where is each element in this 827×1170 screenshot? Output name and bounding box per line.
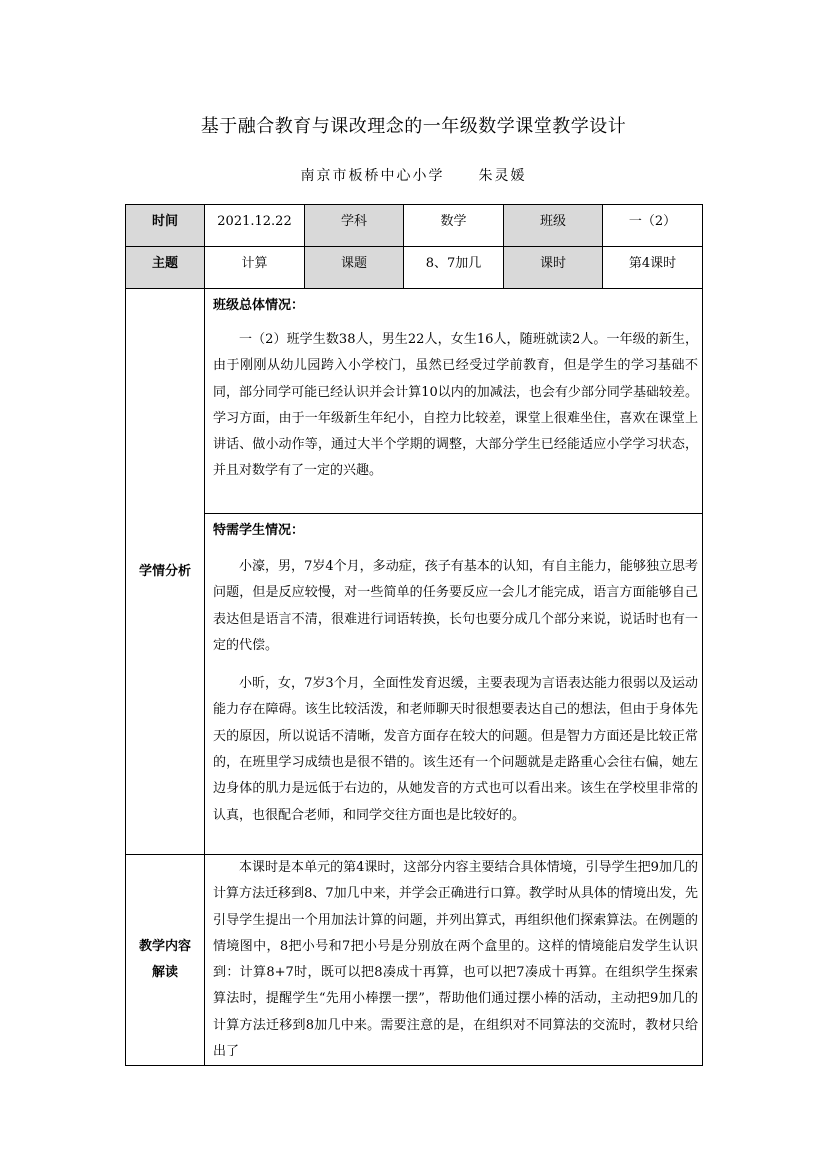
analysis-label: 学情分析	[126, 289, 205, 855]
class-value: 一（2）	[603, 205, 703, 247]
table-row-overall	[126, 289, 703, 514]
content-text: 本课时是本单元的第4课时，这部分内容主要结合具体情境，引导学生把9加几的计算方法迁移到8、7加几中来，并学会正确进行口算。教学时从具体的情境出发，先引导学生提出一个用加法计算的问题，并列出算式，再组织他们探索算法。在例题的情境图中，8把小号和7把小号是分别放在两个盒里的。这样的情境能启发学生认识到：计算8+7时，既可以把8凑成十再算，也可以把7凑成十再算。在组织学生探索算法时，提醒学生“先用小棒摆一摆”，帮助他们通过摆小棒的活动，主动把9加几的计算方法迁移到8加几中来。需要注意的是，在组织对不同算法的交流时，教材只给出了	[213, 860, 698, 1060]
special-heading: 特需学生情况：	[213, 523, 305, 538]
overall-text: 一（2）班学生数38人，男生22人，女生16人，随班就读2人。一年级的新生，由于刚刚从幼儿园跨入小学校门，虽然已经受过学前教育，但是学生的学习基础不同，部分同学可能已经认识并会计算10以内的加减法，也会有少部分同学基础较差。学习方面，由于一年级新生年纪小，自控力比较差，课堂上很难坐住，喜欢在课堂上讲话、做小动作等，通过大半个学期的调整，大部分学生已经能适应小学学习状态，并且对数学有了一定的兴趣。	[213, 332, 698, 479]
lesson-value: 8、7加几	[404, 247, 504, 289]
table-row-special	[126, 514, 703, 855]
period-value: 第4课时	[603, 247, 703, 289]
subject-value: 数学	[404, 205, 504, 247]
table-row-info-1	[126, 205, 703, 247]
document-title: 基于融合教育与课改理念的一年级数学课堂教学设计	[200, 116, 627, 137]
table-row-info-2	[126, 247, 703, 289]
special-text-2: 小昕，女，7岁3个月，全面性发育迟缓，主要表现为言语表达能力很弱以及运动能力存在障碍。该生比较活泼，和老师聊天时很想要表达自己的想法，但由于身体先天的原因，所以说话不清晰，发音方面存在较大的问题。但是智力方面还是比较正常的，在班里学习成绩也是很不错的。该生还有一个问题就是走路重心会往右偏，她左边身体的肌力是远低于右边的，从她发音的方式也可以看出来。该生在学校里非常的认真，也很配合老师，和同学交往方面也是比较好的。	[213, 676, 698, 823]
period-label: 课时	[504, 247, 603, 289]
content-label-line1: 教学内容	[138, 939, 191, 955]
time-value: 2021.12.22	[205, 205, 305, 247]
special-text-1: 小濠，男，7岁4个月，多动症，孩子有基本的认知，有自主能力，能够独立思考问题，但是反应较慢，对一些简单的任务要反应一会儿才能完成，语言方面能够自己表达但是语言不清，很难进行词语转换，长句也要分成几个部分来说，说话时也有一定的代偿。	[213, 559, 698, 653]
table-row-content	[126, 855, 703, 1066]
topic-value: 计算	[205, 247, 305, 289]
subject-label: 学科	[305, 205, 404, 247]
content-label-line2: 解读	[151, 965, 178, 981]
school-name: 南京市板桥中心小学	[300, 168, 445, 184]
overall-heading: 班级总体情况：	[213, 298, 305, 313]
lesson-label: 课题	[305, 247, 404, 289]
class-label: 班级	[504, 205, 603, 247]
content-label	[126, 855, 205, 1066]
time-label: 时间	[126, 205, 205, 247]
lesson-plan-table	[125, 204, 703, 1066]
topic-label: 主题	[126, 247, 205, 289]
author-name: 朱灵媛	[478, 168, 527, 184]
author-line	[0, 165, 827, 185]
